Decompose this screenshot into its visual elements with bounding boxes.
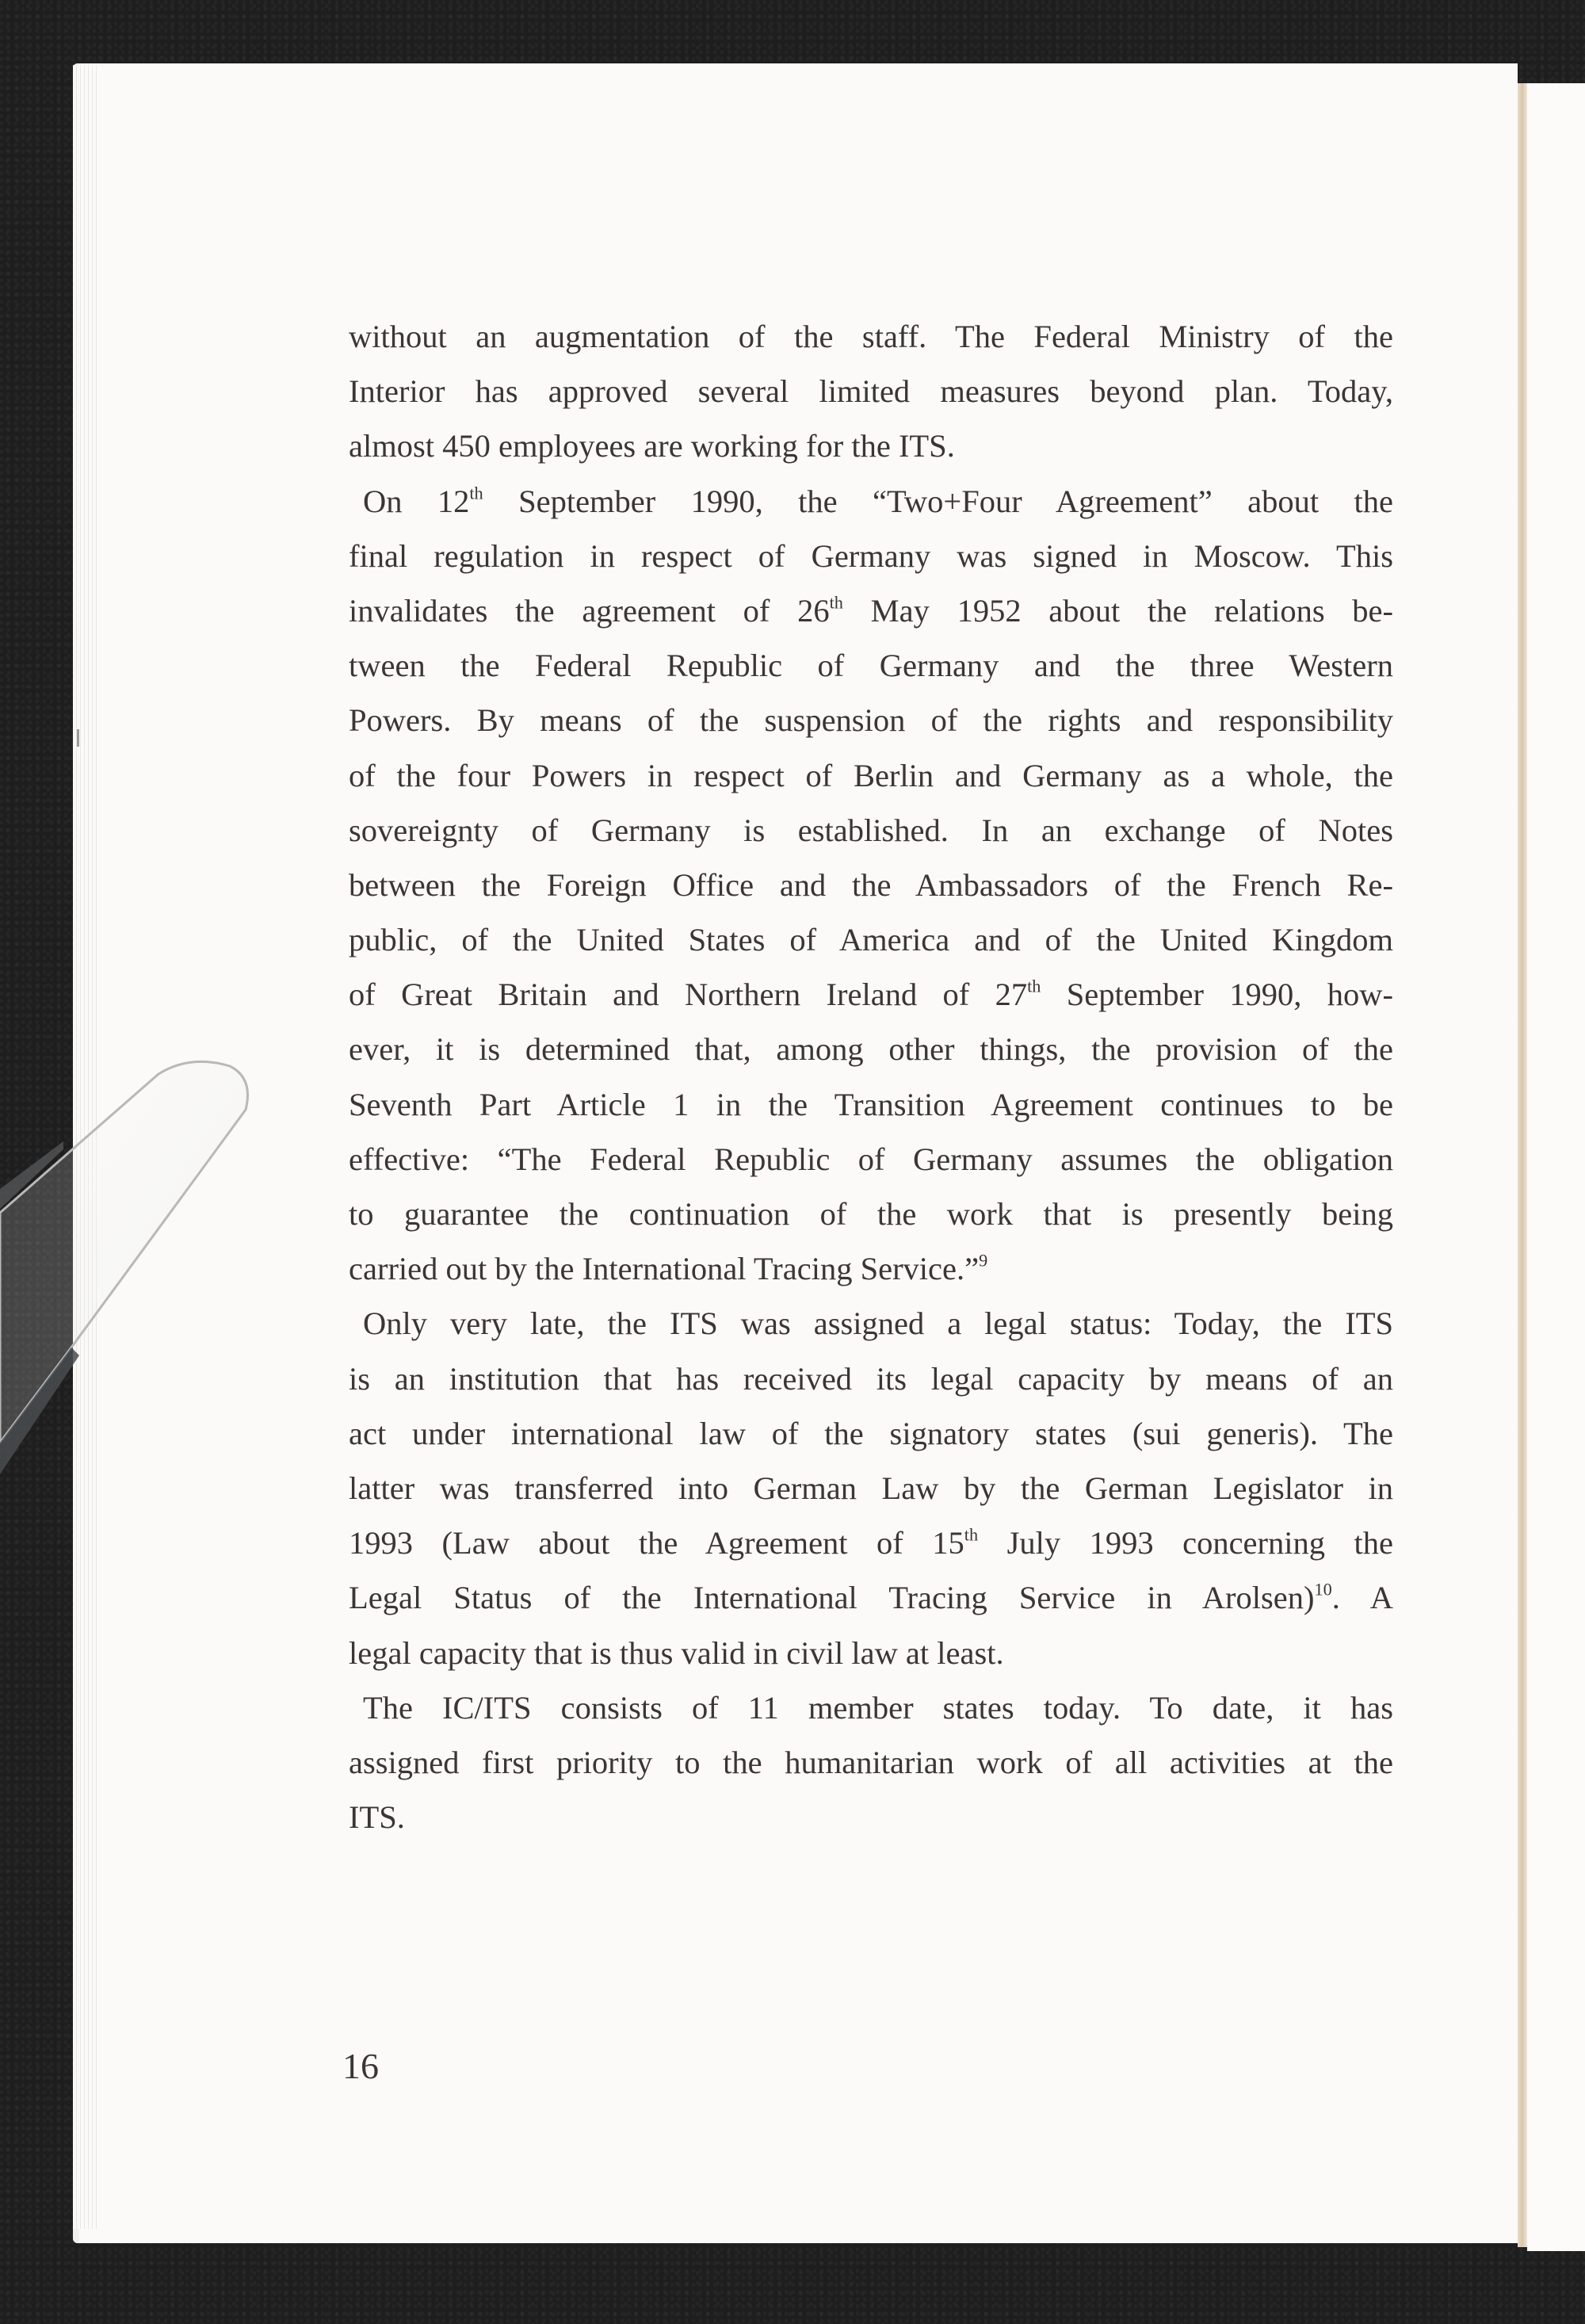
text-run: between the Foreign Office and the Ambassadors of the French Re- <box>349 866 1393 903</box>
text-line <box>349 1680 1393 1735</box>
text-run: 1993 (Law about the Agreement of 15 <box>349 1525 964 1561</box>
text-line <box>349 1132 1393 1187</box>
text-run: September 1990, the “Two+Four Agreement” about the <box>483 483 1393 519</box>
text-line <box>349 1351 1393 1406</box>
superscript: th <box>964 1524 979 1545</box>
text-run: without an augmentation of the staff. The Federal Ministry of the <box>349 319 1393 354</box>
text-line <box>349 1461 1393 1516</box>
text-line <box>349 1022 1393 1076</box>
text-run: ITS. <box>349 1799 405 1836</box>
body-text <box>349 309 1393 1844</box>
text-line <box>349 1077 1393 1132</box>
text-line <box>349 912 1393 967</box>
text-run: of Great Britain and Northern Ireland of 27 <box>349 977 1028 1013</box>
text-line <box>349 1790 1393 1844</box>
book-gutter <box>1518 83 1527 2247</box>
superscript: 10 <box>1314 1579 1332 1600</box>
text-run: is an institution that has received its legal capacity by means of an <box>349 1360 1393 1397</box>
text-line <box>349 967 1393 1022</box>
text-run: tween the Federal Republic of Germany and the three Western <box>349 648 1393 684</box>
text-line <box>349 693 1393 747</box>
text-line <box>349 1735 1393 1790</box>
text-run: latter was transferred into German Law by the German Legislator in <box>349 1470 1393 1506</box>
text-run: legal capacity that is thus valid in civil law at least. <box>349 1634 1004 1671</box>
superscript: th <box>469 482 483 503</box>
text-run: On 12 <box>363 483 470 519</box>
text-run: assigned first priority to the humanitarian work of all activities at the <box>349 1744 1393 1780</box>
text-run: ever, it is determined that, among other things, the provision of the <box>349 1031 1393 1068</box>
text-line <box>349 309 1393 364</box>
text-line <box>349 583 1393 638</box>
text-run: act under international law of the signatory states (sui generis). The <box>349 1415 1393 1451</box>
page-clip-icon <box>0 1030 262 1522</box>
text-line <box>349 529 1393 583</box>
page-number: 16 <box>342 2046 379 2086</box>
text-run: carried out by the International Tracing Service.” <box>349 1251 980 1287</box>
text-line <box>349 474 1393 529</box>
text-line <box>349 1626 1393 1680</box>
text-run: Powers. By means of the suspension of the rights and responsibility <box>349 702 1393 739</box>
text-run: invalidates the agreement of 26 <box>349 592 830 629</box>
text-run: Legal Status of the International Tracing Service in Arolsen) <box>349 1580 1315 1616</box>
text-run: Seventh Part Article 1 in the Transition Agreement continues to be <box>349 1086 1393 1122</box>
margin-mark <box>77 729 79 747</box>
text-run: public, of the United States of America and of the United Kingdom <box>349 922 1393 958</box>
text-run: July 1993 concerning the <box>978 1525 1393 1561</box>
text-run: September 1990, how- <box>1041 977 1393 1013</box>
text-run: . A <box>1331 1580 1394 1616</box>
text-run: final regulation in respect of Germany was signed in Moscow. This <box>349 537 1393 574</box>
text-run: effective: “The Federal Republic of Germany assumes the obligation <box>349 1141 1393 1177</box>
text-line <box>349 1516 1393 1570</box>
text-run: almost 450 employees are working for the ITS. <box>349 428 955 464</box>
superscript: th <box>829 592 843 613</box>
text-line <box>349 1241 1393 1296</box>
adjacent-page <box>1527 83 1585 2251</box>
text-run: May 1952 about the relations be- <box>842 592 1393 629</box>
text-line <box>349 803 1393 858</box>
text-run: of the four Powers in respect of Berlin and Germany as a whole, the <box>349 757 1393 793</box>
paragraph <box>349 1680 1393 1845</box>
text-line <box>349 1570 1393 1625</box>
text-line <box>349 858 1393 912</box>
paragraph <box>349 474 1393 1297</box>
paragraph <box>349 309 1393 474</box>
text-line <box>349 1296 1393 1351</box>
text-line <box>349 1406 1393 1461</box>
text-line <box>349 364 1393 419</box>
text-run: The IC/ITS consists of 11 member states today. To date, it has <box>363 1689 1393 1726</box>
superscript: 9 <box>979 1250 988 1271</box>
paragraph <box>349 1296 1393 1680</box>
superscript: th <box>1027 976 1041 996</box>
text-run: to guarantee the continuation of the work that is presently being <box>349 1196 1393 1232</box>
text-line <box>349 419 1393 473</box>
text-line <box>349 748 1393 803</box>
text-run: sovereignty of Germany is established. In an exchange of Notes <box>349 812 1393 848</box>
text-line <box>349 1187 1393 1241</box>
text-line <box>349 638 1393 693</box>
text-run: Only very late, the ITS was assigned a legal status: Today, the ITS <box>363 1305 1393 1342</box>
text-run: Interior has approved several limited measures beyond plan. Today, <box>349 373 1393 410</box>
